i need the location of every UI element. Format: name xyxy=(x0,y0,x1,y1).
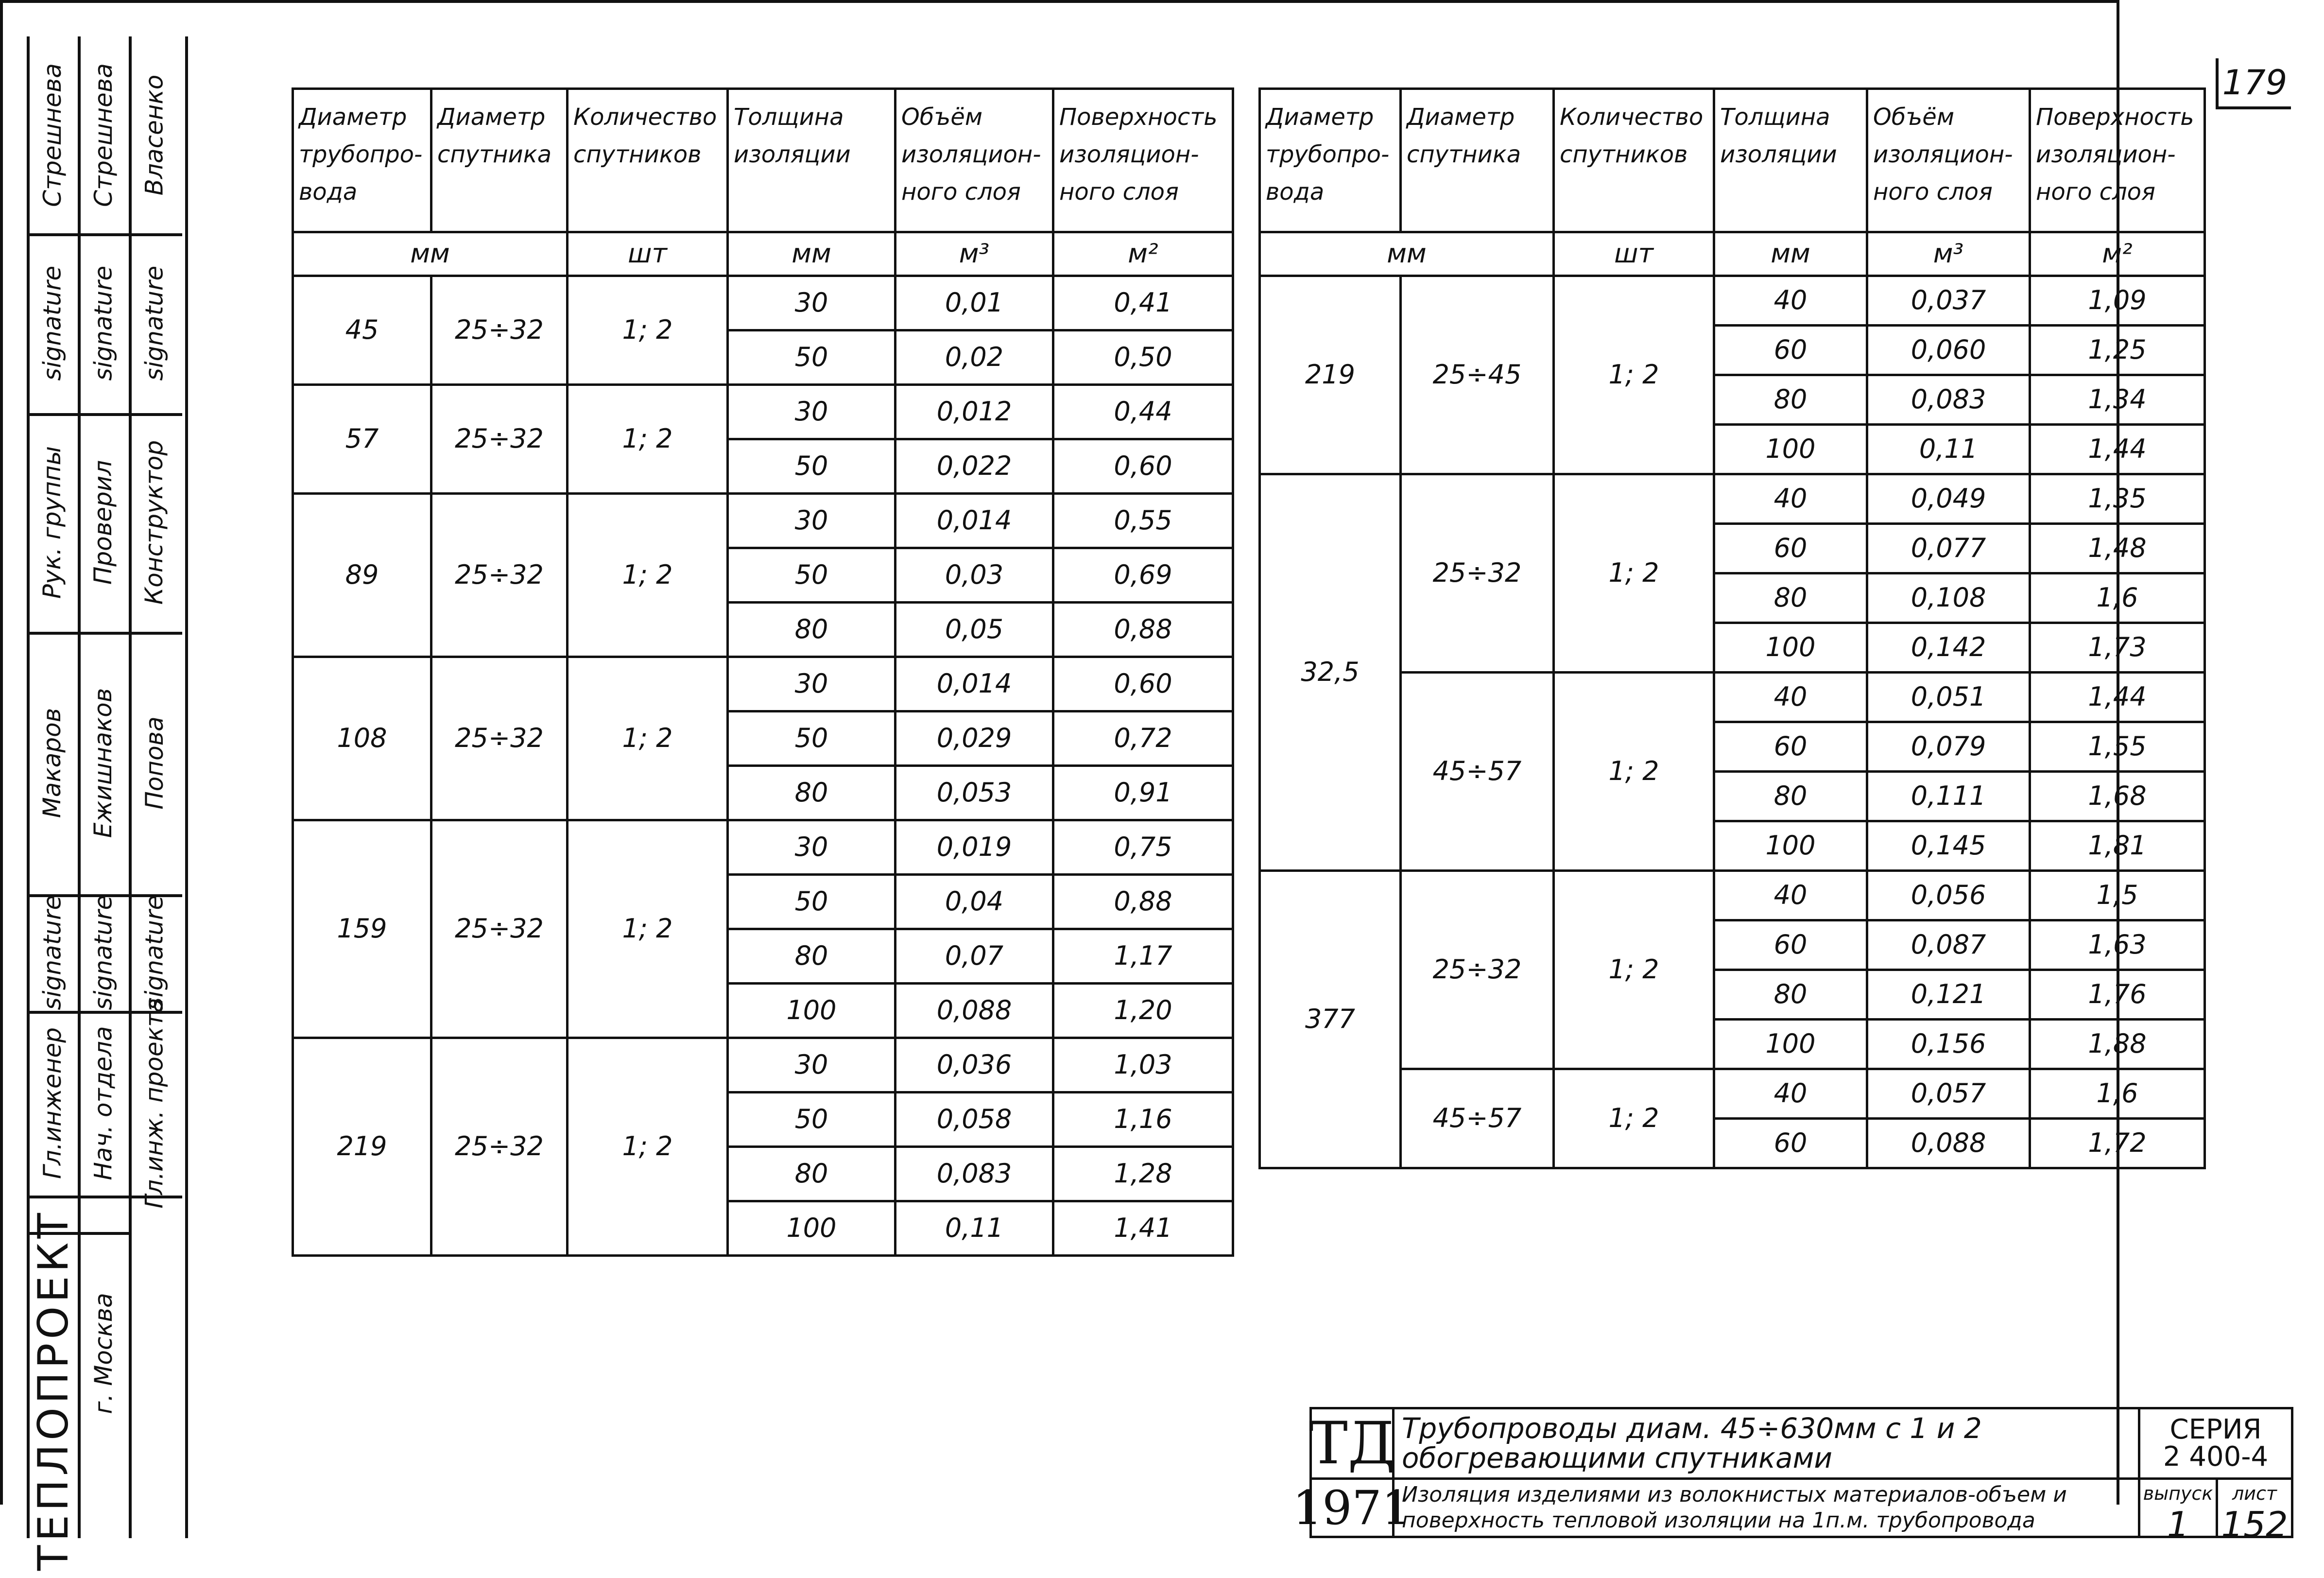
insulation-surface: 1,09 xyxy=(2030,276,2205,326)
unit-cell: шт xyxy=(568,232,728,276)
insulation-volume: 0,049 xyxy=(1867,474,2030,524)
insulation-surface: 0,72 xyxy=(1053,711,1233,766)
unit-cell: мм xyxy=(728,232,895,276)
unit-cell: мм xyxy=(1260,232,1554,276)
pipe-diameter: 89 xyxy=(293,494,431,657)
org-name-text: ТЕПЛОПРОЕКТ xyxy=(29,1209,78,1571)
stamp-names-0 xyxy=(27,632,78,894)
drawing-subtitle: Изоляция изделиями из волокнистых материалов-объем и поверхность тепловой изоляции на 1п.м. трубопровода xyxy=(1392,1477,2140,1538)
stamp-signatures2-1-text: signature xyxy=(89,265,118,381)
stamp-row-divider xyxy=(27,413,182,416)
insulation-surface: 1,5 xyxy=(2030,871,2205,920)
insulation-volume: 0,108 xyxy=(1867,573,2030,623)
table-row xyxy=(293,494,1233,548)
table-row xyxy=(1260,276,2205,326)
insulation-surface: 1,68 xyxy=(2030,772,2205,821)
insulation-thickness: 100 xyxy=(728,984,895,1038)
unit-cell: м³ xyxy=(1867,232,2030,276)
satellite-count: 1; 2 xyxy=(568,1038,728,1256)
column-header: Толщина изоляции xyxy=(728,89,895,232)
unit-cell: м² xyxy=(1053,232,1233,276)
title-block xyxy=(1292,1407,2293,1545)
unit-cell: шт xyxy=(1554,232,1714,276)
stamp-signatures-2 xyxy=(129,894,180,1011)
stamp-names2-2 xyxy=(129,36,180,233)
pipe-diameter: 159 xyxy=(293,820,431,1038)
sheet-box xyxy=(2216,1477,2293,1545)
insulation-surface: 1,34 xyxy=(2030,375,2205,425)
insulation-thickness: 40 xyxy=(1714,1069,1867,1119)
insulation-surface: 1,20 xyxy=(1053,984,1233,1038)
insulation-volume: 0,083 xyxy=(895,1147,1053,1201)
insulation-volume: 0,012 xyxy=(895,385,1053,439)
insulation-thickness: 80 xyxy=(728,929,895,984)
insulation-volume: 0,05 xyxy=(895,603,1053,657)
stamp-names2-0-text: Стрешнева xyxy=(38,63,67,207)
satellite-diameter: 25÷32 xyxy=(431,276,568,385)
insulation-surface: 1,35 xyxy=(2030,474,2205,524)
insulation-surface: 1,6 xyxy=(2030,573,2205,623)
column-header: Поверхность изоляцион- ного слоя xyxy=(2030,89,2205,232)
insulation-thickness: 80 xyxy=(728,603,895,657)
insulation-volume: 0,083 xyxy=(1867,375,2030,425)
insulation-volume: 0,01 xyxy=(895,276,1053,330)
stamp-signatures-1-text: signature xyxy=(89,895,118,1010)
satellite-diameter: 25÷32 xyxy=(431,494,568,657)
stamp-names2-0 xyxy=(27,36,78,233)
stamp-signatures-0-text: signature xyxy=(38,895,67,1010)
insulation-thickness: 60 xyxy=(1714,524,1867,573)
stamp-names-1-text: Ежишнаков xyxy=(89,688,118,838)
satellite-diameter: 25÷32 xyxy=(431,385,568,494)
stamp-roles-2 xyxy=(129,998,180,1209)
insulation-thickness: 30 xyxy=(728,385,895,439)
insulation-surface: 1,25 xyxy=(2030,326,2205,375)
insulation-thickness: 50 xyxy=(728,875,895,929)
insulation-volume: 0,060 xyxy=(1867,326,2030,375)
insulation-surface: 1,73 xyxy=(2030,623,2205,673)
pipe-diameter: 219 xyxy=(293,1038,431,1256)
insulation-thickness: 50 xyxy=(728,439,895,494)
satellite-diameter: 25÷32 xyxy=(431,1038,568,1256)
insulation-surface: 1,28 xyxy=(1053,1147,1233,1201)
stamp-roles-1-text: Нач. отдела xyxy=(89,1026,118,1180)
column-header: Диаметр спутника xyxy=(1401,89,1554,232)
satellite-count: 1; 2 xyxy=(1554,474,1714,673)
column-header: Толщина изоляции xyxy=(1714,89,1867,232)
insulation-volume: 0,019 xyxy=(895,820,1053,875)
insulation-thickness: 100 xyxy=(1714,1020,1867,1069)
insulation-thickness: 50 xyxy=(728,330,895,385)
series-box xyxy=(2138,1407,2293,1480)
insulation-surface: 1,03 xyxy=(1053,1038,1233,1092)
insulation-thickness: 60 xyxy=(1714,1119,1867,1168)
column-header: Диаметр трубопро- вода xyxy=(293,89,431,232)
insulation-surface: 1,55 xyxy=(2030,722,2205,772)
insulation-volume: 0,03 xyxy=(895,548,1053,603)
table-row xyxy=(1260,1069,2205,1119)
column-header: Количество спутников xyxy=(568,89,728,232)
series-value: 2 400-4 xyxy=(2163,1441,2269,1473)
unit-cell: мм xyxy=(293,232,568,276)
insulation-surface: 1,17 xyxy=(1053,929,1233,984)
insulation-thickness: 30 xyxy=(728,276,895,330)
insulation-surface: 1,44 xyxy=(2030,673,2205,722)
satellite-diameter: 25÷32 xyxy=(1401,474,1554,673)
stamp-roles2-1 xyxy=(78,413,129,632)
insulation-thickness: 40 xyxy=(1714,673,1867,722)
stamp-signatures2-0-text: signature xyxy=(38,265,67,381)
stamp-roles2-2-text: Конструктор xyxy=(140,440,169,605)
insulation-thickness: 100 xyxy=(1714,821,1867,871)
title-year: 1971 xyxy=(1309,1477,1394,1538)
insulation-thickness: 50 xyxy=(728,711,895,766)
insulation-volume: 0,051 xyxy=(1867,673,2030,722)
insulation-thickness: 40 xyxy=(1714,276,1867,326)
column-header: Поверхность изоляцион- ного слоя xyxy=(1053,89,1233,232)
insulation-thickness: 30 xyxy=(728,657,895,711)
insulation-volume: 0,121 xyxy=(1867,970,2030,1020)
insulation-thickness: 100 xyxy=(728,1201,895,1256)
insulation-thickness: 30 xyxy=(728,1038,895,1092)
insulation-volume: 0,07 xyxy=(895,929,1053,984)
insulation-surface: 1,76 xyxy=(2030,970,2205,1020)
satellite-count: 1; 2 xyxy=(568,385,728,494)
stamp-roles-0 xyxy=(27,1011,78,1196)
insulation-surface: 1,63 xyxy=(2030,920,2205,970)
insulation-volume: 0,014 xyxy=(895,494,1053,548)
insulation-volume: 0,04 xyxy=(895,875,1053,929)
insulation-thickness: 100 xyxy=(1714,425,1867,474)
insulation-volume: 0,057 xyxy=(1867,1069,2030,1119)
insulation-surface: 0,44 xyxy=(1053,385,1233,439)
pipe-diameter: 377 xyxy=(1260,871,1401,1168)
satellite-count: 1; 2 xyxy=(1554,276,1714,474)
insulation-thickness: 100 xyxy=(1714,623,1867,673)
stamp-roles2-1-text: Проверил xyxy=(89,460,118,585)
stamp-roles2-2 xyxy=(129,413,180,632)
stamp-names-0-text: Макаров xyxy=(38,708,67,818)
column-header: Объём изоляцион- ного слоя xyxy=(1867,89,2030,232)
unit-cell: м³ xyxy=(895,232,1053,276)
stamp-names-1 xyxy=(78,632,129,894)
insulation-surface: 0,55 xyxy=(1053,494,1233,548)
insulation-volume: 0,056 xyxy=(1867,871,2030,920)
stamp-row-divider xyxy=(27,632,182,635)
insulation-surface: 0,91 xyxy=(1053,766,1233,820)
insulation-surface: 1,48 xyxy=(2030,524,2205,573)
insulation-surface: 0,50 xyxy=(1053,330,1233,385)
insulation-volume: 0,088 xyxy=(895,984,1053,1038)
insulation-thickness: 30 xyxy=(728,820,895,875)
column-header: Диаметр трубопро- вода xyxy=(1260,89,1401,232)
insulation-thickness: 50 xyxy=(728,1092,895,1147)
table-row xyxy=(1260,673,2205,722)
insulation-volume: 0,11 xyxy=(895,1201,1053,1256)
series-label: СЕРИЯ xyxy=(2169,1414,2262,1445)
insulation-surface: 0,69 xyxy=(1053,548,1233,603)
table-row xyxy=(293,820,1233,875)
insulation-thickness: 60 xyxy=(1714,722,1867,772)
stamp-row-divider xyxy=(27,233,182,236)
satellite-diameter: 25÷32 xyxy=(431,657,568,820)
stamp-names2-1-text: Стрешнева xyxy=(89,63,118,207)
satellite-diameter: 45÷57 xyxy=(1401,673,1554,871)
insulation-surface: 0,88 xyxy=(1053,875,1233,929)
sheet-value: 152 xyxy=(2221,1504,2288,1545)
column-header: Объём изоляцион- ного слоя xyxy=(895,89,1053,232)
pipe-diameter: 108 xyxy=(293,657,431,820)
column-header: Диаметр спутника xyxy=(431,89,568,232)
satellite-count: 1; 2 xyxy=(568,494,728,657)
insulation-thickness: 80 xyxy=(728,1147,895,1201)
satellite-count: 1; 2 xyxy=(568,657,728,820)
satellite-count: 1; 2 xyxy=(1554,871,1714,1069)
insulation-surface: 1,81 xyxy=(2030,821,2205,871)
insulation-volume: 0,088 xyxy=(1867,1119,2030,1168)
stamp-roles-2-text: Гл.инж. проекта xyxy=(140,998,169,1209)
insulation-surface: 1,16 xyxy=(1053,1092,1233,1147)
stamp-signatures-0 xyxy=(27,894,78,1011)
satellite-count: 1; 2 xyxy=(568,820,728,1038)
insulation-thickness: 80 xyxy=(1714,573,1867,623)
insulation-volume: 0,037 xyxy=(1867,276,2030,326)
stamp-signatures2-2-text: signature xyxy=(140,265,169,381)
table-row xyxy=(293,385,1233,439)
insulation-volume: 0,036 xyxy=(895,1038,1053,1092)
stamp-roles-0-text: Гл.инженер xyxy=(38,1027,67,1179)
pipe-diameter: 219 xyxy=(1260,276,1401,474)
insulation-surface: 1,44 xyxy=(2030,425,2205,474)
insulation-volume: 0,142 xyxy=(1867,623,2030,673)
insulation-volume: 0,022 xyxy=(895,439,1053,494)
insulation-thickness: 60 xyxy=(1714,920,1867,970)
insulation-thickness: 30 xyxy=(728,494,895,548)
stamp-row-divider xyxy=(27,894,182,897)
org-city xyxy=(78,1244,129,1463)
insulation-volume: 0,014 xyxy=(895,657,1053,711)
stamp-signatures2-1 xyxy=(78,233,129,413)
insulation-surface: 0,41 xyxy=(1053,276,1233,330)
table-row xyxy=(293,276,1233,330)
satellite-diameter: 25÷32 xyxy=(1401,871,1554,1069)
table-row xyxy=(1260,871,2205,920)
insulation-volume: 0,02 xyxy=(895,330,1053,385)
org-name xyxy=(27,1209,80,1571)
insulation-thickness: 80 xyxy=(1714,375,1867,425)
insulation-volume: 0,156 xyxy=(1867,1020,2030,1069)
insulation-surface: 0,88 xyxy=(1053,603,1233,657)
satellite-diameter: 25÷32 xyxy=(431,820,568,1038)
insulation-volume: 0,079 xyxy=(1867,722,2030,772)
insulation-thickness: 50 xyxy=(728,548,895,603)
right-table xyxy=(1258,87,2206,1169)
sheet-label: лист xyxy=(2232,1483,2277,1504)
insulation-thickness: 80 xyxy=(1714,772,1867,821)
stamp-signatures2-2 xyxy=(129,233,180,413)
stamp-row-divider xyxy=(27,1011,182,1014)
insulation-surface: 0,60 xyxy=(1053,657,1233,711)
unit-cell: м² xyxy=(2030,232,2205,276)
stamp-signatures2-0 xyxy=(27,233,78,413)
insulation-surface: 1,88 xyxy=(2030,1020,2205,1069)
insulation-surface: 1,6 xyxy=(2030,1069,2205,1119)
insulation-volume: 0,077 xyxy=(1867,524,2030,573)
insulation-surface: 1,41 xyxy=(1053,1201,1233,1256)
stamp-roles2-0 xyxy=(27,413,78,632)
pipe-diameter: 57 xyxy=(293,385,431,494)
unit-cell: мм xyxy=(1714,232,1867,276)
insulation-volume: 0,145 xyxy=(1867,821,2030,871)
column-header: Количество спутников xyxy=(1554,89,1714,232)
satellite-diameter: 45÷57 xyxy=(1401,1069,1554,1168)
table-row xyxy=(293,1038,1233,1092)
insulation-thickness: 40 xyxy=(1714,871,1867,920)
issue-value: 1 xyxy=(2167,1504,2189,1545)
insulation-surface: 0,60 xyxy=(1053,439,1233,494)
stamp-signatures-1 xyxy=(78,894,129,1011)
insulation-volume: 0,111 xyxy=(1867,772,2030,821)
insulation-thickness: 40 xyxy=(1714,474,1867,524)
org-city-text: г. Москва xyxy=(89,1293,118,1414)
satellite-count: 1; 2 xyxy=(568,276,728,385)
table-row xyxy=(1260,474,2205,524)
insulation-volume: 0,11 xyxy=(1867,425,2030,474)
insulation-volume: 0,029 xyxy=(895,711,1053,766)
insulation-volume: 0,058 xyxy=(895,1092,1053,1147)
stamp-roles2-0-text: Рук. группы xyxy=(38,446,67,599)
pipe-diameter: 32,5 xyxy=(1260,474,1401,871)
satellite-count: 1; 2 xyxy=(1554,1069,1714,1168)
insulation-volume: 0,053 xyxy=(895,766,1053,820)
stamp-names-2 xyxy=(129,632,180,894)
insulation-thickness: 60 xyxy=(1714,326,1867,375)
satellite-count: 1; 2 xyxy=(1554,673,1714,871)
stamp-names2-2-text: Власенко xyxy=(140,74,169,195)
insulation-surface: 0,75 xyxy=(1053,820,1233,875)
insulation-surface: 1,72 xyxy=(2030,1119,2205,1168)
title-code: ТД xyxy=(1309,1407,1394,1480)
drawing-title: Трубопроводы диам. 45÷630мм с 1 и 2 обогревающими спутниками xyxy=(1392,1407,2140,1480)
left-table xyxy=(292,87,1234,1257)
table-row xyxy=(293,657,1233,711)
stamp-row-divider xyxy=(27,1196,182,1198)
issue-label: выпуск xyxy=(2143,1483,2213,1504)
stamp-roles-1 xyxy=(78,1011,129,1196)
satellite-diameter: 25÷45 xyxy=(1401,276,1554,474)
stamp-names-2-text: Попова xyxy=(140,716,169,810)
stamp-signatures-2-text: signature xyxy=(140,895,169,1010)
stamp-names2-1 xyxy=(78,36,129,233)
insulation-thickness: 80 xyxy=(1714,970,1867,1020)
issue-box xyxy=(2138,1477,2218,1545)
page-number: 179 xyxy=(2216,58,2291,109)
insulation-thickness: 80 xyxy=(728,766,895,820)
pipe-diameter: 45 xyxy=(293,276,431,385)
insulation-volume: 0,087 xyxy=(1867,920,2030,970)
